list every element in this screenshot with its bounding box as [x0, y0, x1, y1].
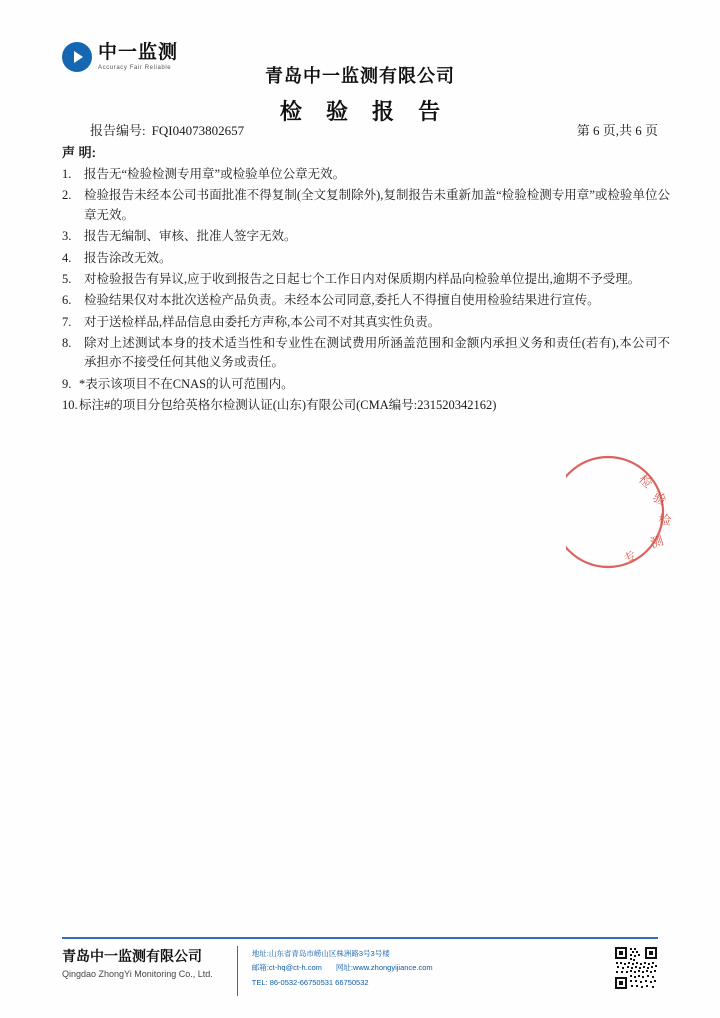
statement-item-text: 除对上述测试本身的技术适当性和专业性在测试费用所涵盖范围和金额内承担义务和责任(若有),本公司不承担亦不接受任何其他义务或责任。	[84, 336, 670, 370]
statement-item	[62, 249, 670, 268]
statement-item	[62, 227, 670, 246]
website-value[interactable]: www.zhongyijiance.com	[353, 963, 433, 973]
svg-text:测: 测	[648, 532, 666, 551]
report-number-label: 报告编号:	[90, 123, 146, 138]
tel-label: TEL:	[251, 977, 268, 987]
statement-item-number: 3.	[62, 229, 72, 244]
address-label: 地址:	[251, 949, 269, 958]
statement-item-text: 对检验报告有异议,应于收到报告之日起七个工作日内对保质期内样品向检验单位提出,逾期不予受理。	[84, 271, 641, 286]
statement-item-number: 5.	[62, 271, 72, 286]
statement-item	[62, 165, 670, 184]
statement-item-number: 10.	[62, 398, 78, 413]
svg-text:检: 检	[657, 512, 672, 528]
footer-contact-block	[252, 944, 604, 990]
statement-item	[62, 375, 670, 394]
footer-vertical-rule	[237, 946, 238, 996]
statement-item-text: 检验报告未经本公司书面批准不得复制(全文复制除外),复制报告未重新加盖“检验检测专用章”或检验单位公章无效。	[84, 188, 670, 222]
email-label: 邮箱:	[251, 963, 269, 973]
footer-company-en: Qingdao ZhongYi Monitoring Co., Ltd.	[62, 969, 213, 979]
inspection-seal-stamp	[566, 452, 686, 572]
statement-item	[62, 396, 670, 415]
statement-item-text: *表示该项目不在CNAS的认可范围内。	[79, 376, 294, 391]
report-number-value: FQI04073802657	[151, 123, 245, 138]
statement-section	[62, 142, 670, 418]
email-value: ct-hq@ct-h.com	[268, 963, 322, 973]
statement-item-text: 标注#的项目分包给英格尔检测认证(山东)有限公司(CMA编号:231520342162)	[79, 398, 497, 413]
company-title: 青岛中一监测有限公司	[265, 66, 455, 86]
svg-text:验: 验	[650, 489, 669, 509]
footer-company-cn: 青岛中一监测有限公司	[62, 948, 202, 964]
statement-item	[62, 291, 670, 310]
svg-text:专: 专	[621, 547, 640, 567]
page-indicator: 第 6 页,共 6 页	[576, 123, 658, 138]
statement-item-text: 检验结果仅对本批次送检产品负责。未经本公司同意,委托人不得擅自使用检验结果进行宣传。	[84, 293, 600, 308]
statement-item-number: 2.	[62, 188, 72, 203]
statement-item-number: 8.	[62, 336, 72, 350]
statement-heading: 声 明:	[62, 145, 96, 160]
statement-item-number: 1.	[62, 167, 72, 181]
statement-item	[62, 186, 670, 225]
statement-item	[62, 270, 670, 289]
tel-value: 86-0532-66750531 66750532	[269, 977, 369, 987]
statement-item-text: 报告无“检验检测专用章”或检验单位公章无效。	[84, 167, 346, 181]
statement-item-text: 报告涂改无效。	[84, 250, 172, 265]
statement-item-number: 6.	[62, 293, 72, 308]
logo-company-name: 中一监测	[98, 42, 179, 63]
statement-item-text: 对于送检样品,样品信息由委托方声称,本公司不对其真实性负责。	[84, 314, 441, 329]
statement-item-text: 报告无编制、审核、批准人签字无效。	[84, 229, 297, 244]
website-label: 网址:	[335, 963, 353, 973]
statement-item-number: 4.	[62, 250, 72, 265]
statement-item	[62, 313, 670, 332]
page-footer	[62, 944, 658, 1004]
page-title: 检 验 报 告	[279, 99, 450, 124]
footer-divider-line	[62, 937, 658, 939]
svg-text:检: 检	[635, 471, 656, 491]
statement-item	[62, 334, 670, 373]
logo-tagline: Accuracy Fair Reliable	[98, 65, 172, 71]
qr-code-icon	[614, 946, 658, 990]
address-value: 山东省青岛市崂山区株洲路3号3号楼	[268, 949, 390, 958]
statement-item-number: 9.	[62, 376, 72, 391]
report-meta	[90, 120, 658, 139]
statement-item-number: 7.	[62, 314, 72, 329]
